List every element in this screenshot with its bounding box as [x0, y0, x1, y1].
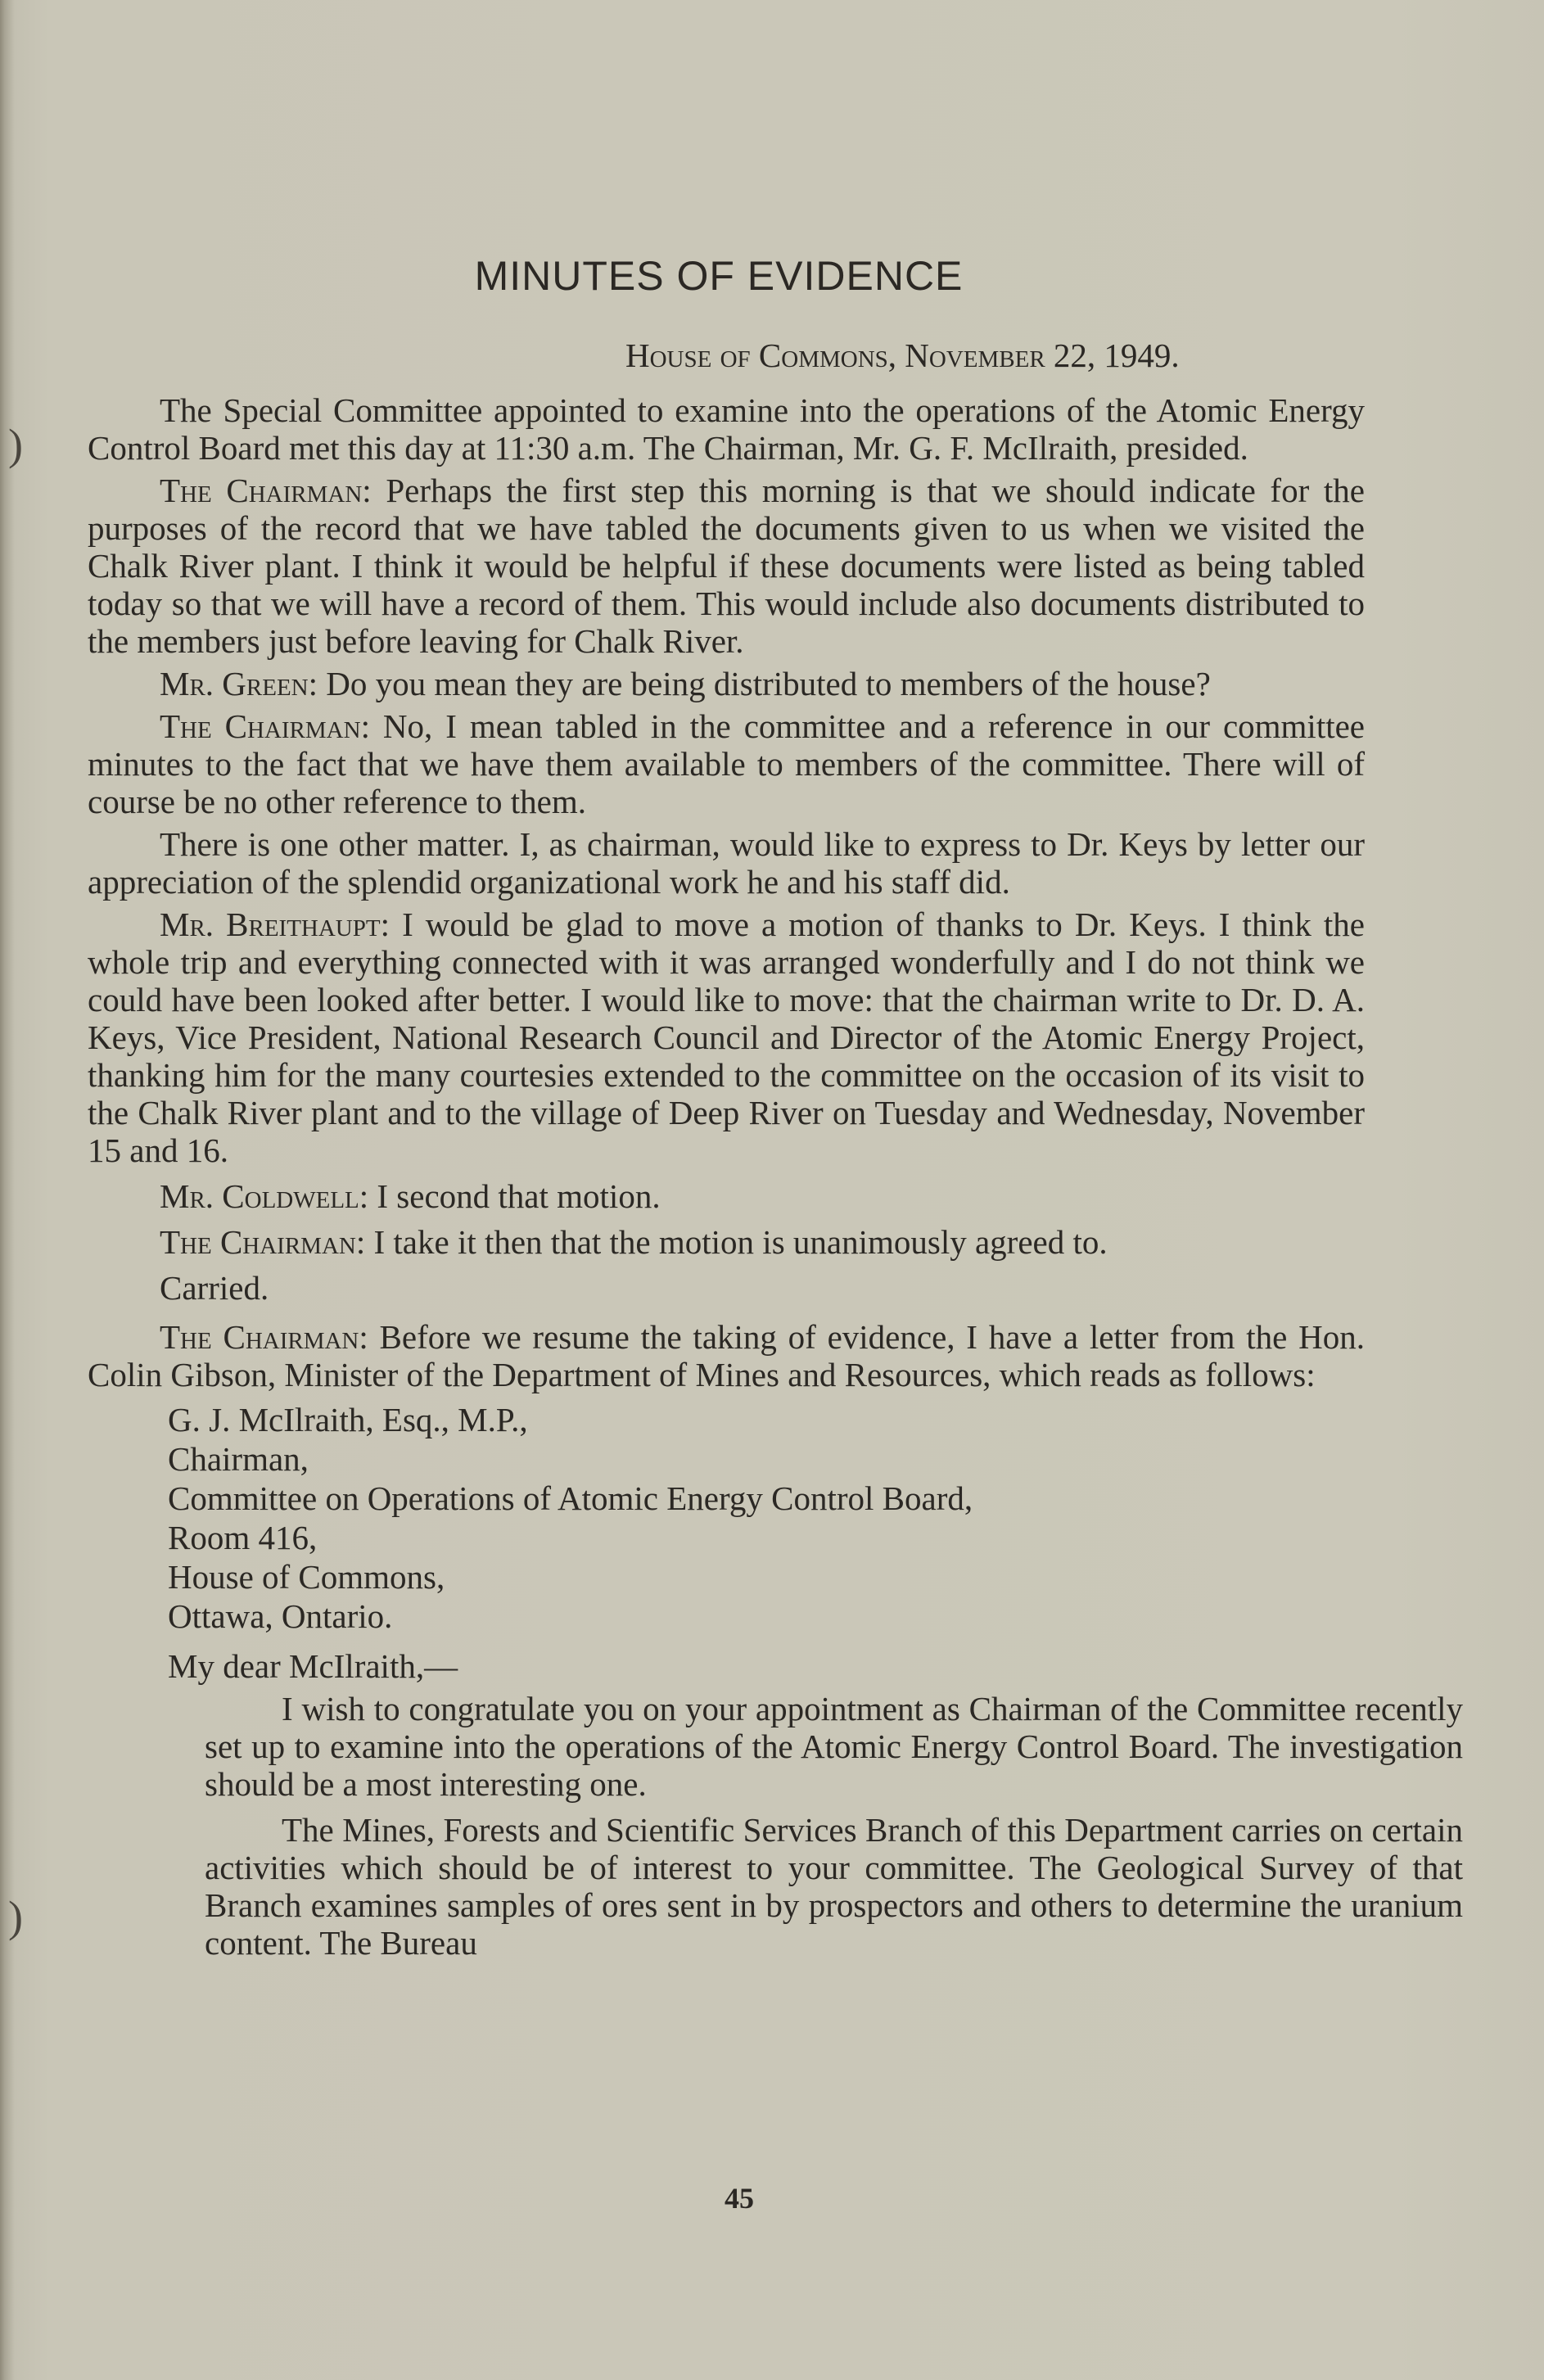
speaker: The Chairman:	[160, 472, 372, 509]
paragraph: There is one other matter. I, as chairman, would like to express to Dr. Keys by letter our appreciation of the splendid organizational work he and his staff did.	[88, 825, 1365, 901]
speaker: Mr. Coldwell:	[160, 1177, 369, 1215]
address-line: Room 416,	[168, 1519, 318, 1556]
paragraph: The Special Committee appointed to examine into the operations of the Atomic Energy Control Board met this day at 11:30 a.m. The Chairman, Mr. G. F. McIlraith, presided.	[88, 391, 1365, 467]
letter-body	[205, 1690, 1463, 1962]
binding-mark: )	[8, 420, 23, 469]
page-title: MINUTES OF EVIDENCE	[474, 253, 964, 299]
speaker: Mr. Green:	[160, 665, 318, 702]
address-line: G. J. McIlraith, Esq., M.P.,	[168, 1401, 528, 1438]
speech: Do you mean they are being distributed to members of the house?	[318, 665, 1211, 702]
speaker: Mr. Breithaupt:	[160, 905, 390, 943]
speech: I second that motion.	[368, 1177, 661, 1215]
paragraph	[88, 905, 1365, 1169]
speech: No, I mean tabled in the committee and a reference in our committee minutes to the fact that we have them available to members of the committee. There will of course be no other reference to them.	[88, 707, 1365, 820]
binding-mark: )	[8, 1892, 23, 1941]
speech: I take it then that the motion is unanimously agreed to.	[365, 1223, 1108, 1261]
paragraph	[88, 665, 1365, 702]
paragraph: Carried.	[160, 1269, 269, 1307]
paragraph	[88, 1318, 1365, 1393]
letter-paragraph: I wish to congratulate you on your appointment as Chairman of the Committee recently set up to examine into the operations of the Atomic Energy Control Board. The investigation should be a most interesting one.	[205, 1690, 1463, 1803]
address-line: Ottawa, Ontario.	[168, 1597, 393, 1635]
minutes-body	[88, 391, 1463, 1967]
address-line: Committee on Operations of Atomic Energy Control Board,	[168, 1479, 973, 1517]
paragraph	[88, 1223, 1365, 1261]
address-line: Chairman,	[168, 1440, 309, 1478]
salutation: My dear McIlraith,—	[168, 1647, 458, 1685]
speaker: The Chairman:	[160, 1223, 366, 1261]
letter-address	[168, 1400, 1365, 1636]
paragraph	[88, 1177, 1365, 1215]
speech: I would be glad to move a motion of thanks to Dr. Keys. I think the whole trip and everything connected with it was arranged wonderfully and I do not think we could have been looked after better. I would like to move: that the chairman write to Dr. D. A. Keys, Vice President, National Research Council and Director of the Atomic Energy Project, thanking him for the many courtesies extended to the committee on the occasion of its visit to the Chalk River plant and to the village of Deep River on Tuesday and Wednesday, November 15 and 16.	[88, 905, 1366, 1169]
speech: Perhaps the first step this morning is that we should indicate for the purposes of the record that we have tabled the documents given to us when we visited the Chalk River plant. I think it would be helpful if these documents were listed as being tabled today so that we will have a record of them. This would include also documents distributed to the members just before leaving for Chalk River.	[88, 472, 1365, 660]
page-number: 45	[725, 2182, 754, 2215]
dateline: House of Commons, November 22, 1949.	[625, 336, 1180, 374]
speech: Before we resume the taking of evidence, I have a letter from the Hon. Colin Gibson, Minister of the Department of Mines and Resources, which reads as follows:	[88, 1318, 1365, 1393]
address-line: House of Commons,	[168, 1558, 445, 1596]
paragraph	[88, 707, 1365, 820]
speaker: The Chairman:	[160, 707, 370, 745]
speaker: The Chairman:	[160, 1318, 368, 1356]
paragraph	[88, 472, 1365, 660]
letter-paragraph: The Mines, Forests and Scientific Services Branch of this Department carries on certain activities which should be of interest to your committee. The Geological Survey of that Branch examines samples of ores sent in by prospectors and others to determine the uranium content. The Bureau	[205, 1811, 1463, 1962]
